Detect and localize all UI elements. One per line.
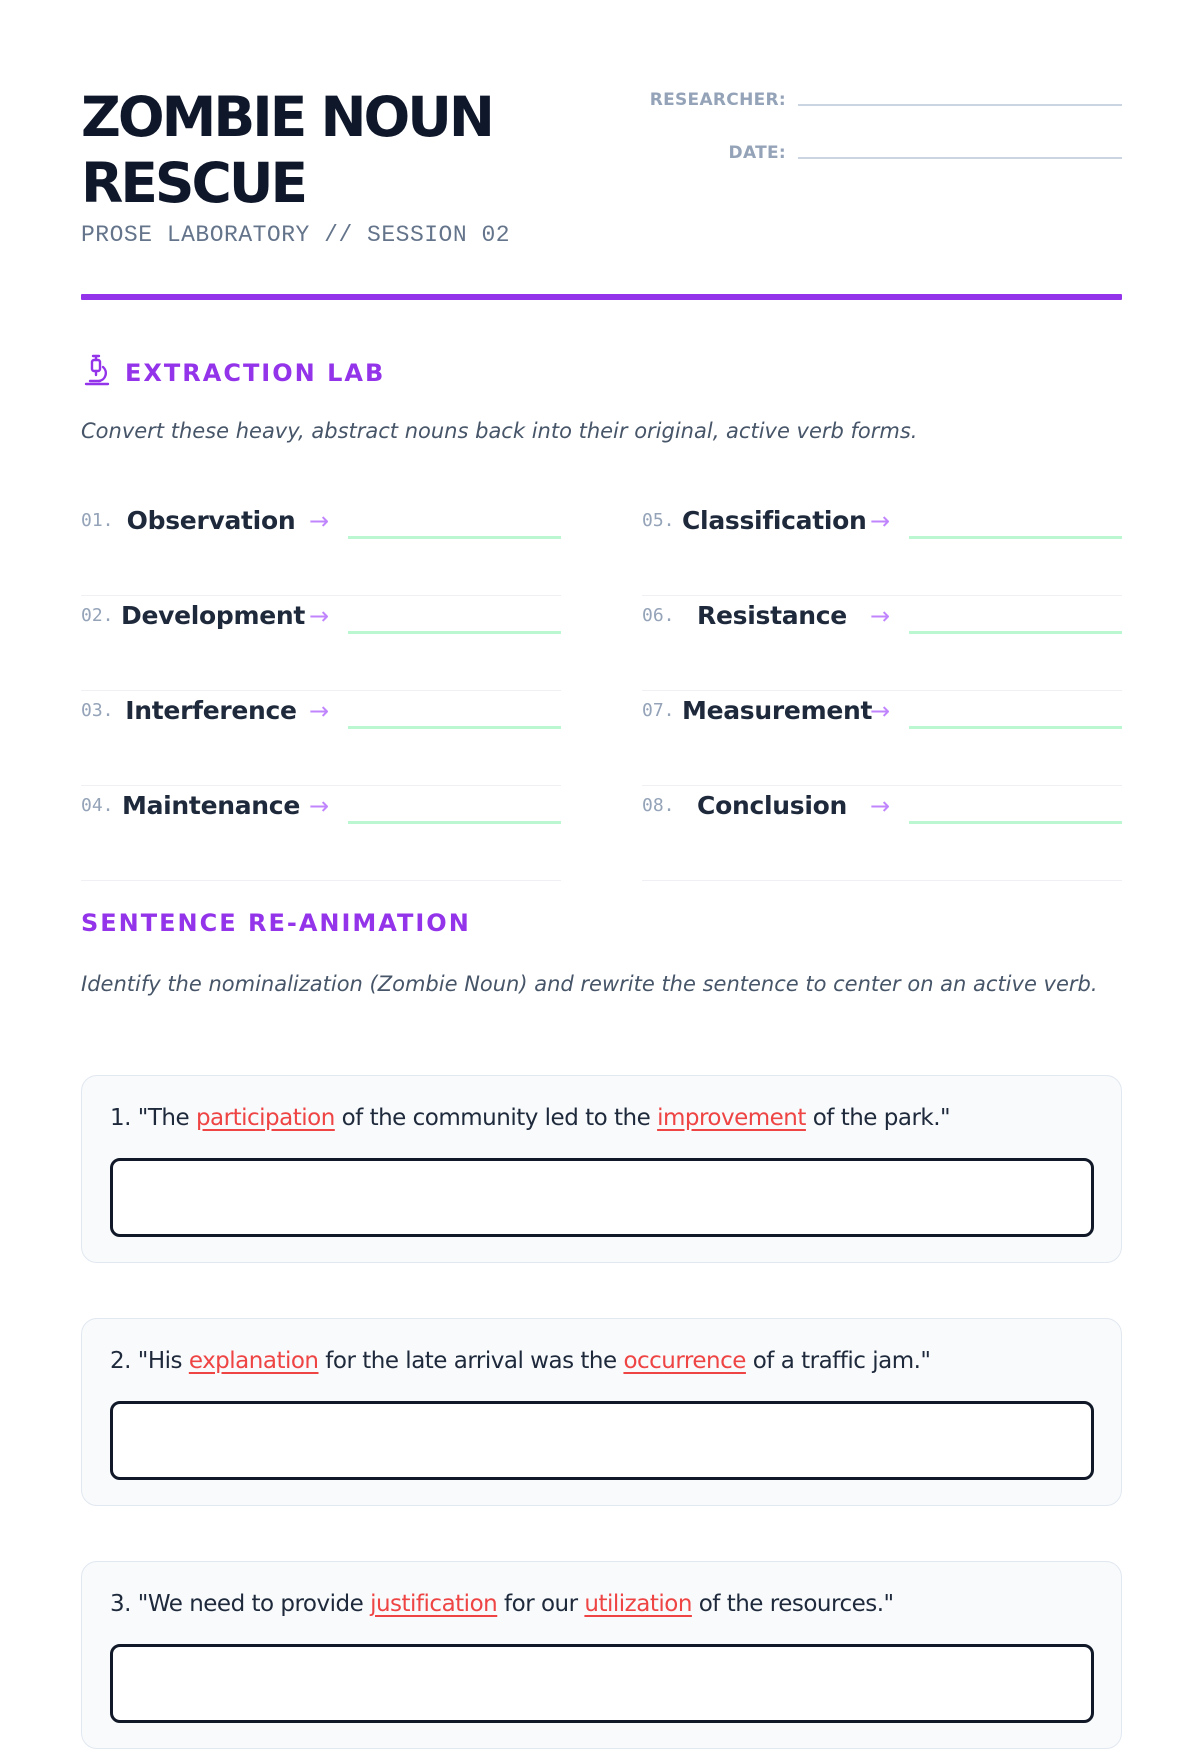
noun-number: 04. bbox=[81, 795, 114, 816]
zombie-noun: utilization bbox=[584, 1591, 692, 1617]
noun-word: Conclusion bbox=[697, 791, 847, 820]
date-row bbox=[621, 138, 1122, 168]
zombie-noun: explanation bbox=[188, 1348, 319, 1374]
extraction-heading bbox=[81, 353, 385, 393]
verb-answer-field[interactable] bbox=[909, 536, 1122, 539]
noun-item bbox=[81, 501, 561, 596]
noun-item bbox=[642, 691, 1122, 786]
noun-word: Measurement bbox=[682, 696, 873, 725]
extraction-instructions: Convert these heavy, abstract nouns back into their original, active verb forms. bbox=[81, 419, 918, 443]
page-subtitle: PROSE LABORATORY // SESSION 02 bbox=[81, 222, 511, 248]
verb-answer-field[interactable] bbox=[348, 631, 561, 634]
noun-item bbox=[81, 786, 561, 881]
arrow-right-icon: → bbox=[870, 507, 891, 535]
arrow-right-icon: → bbox=[309, 697, 330, 725]
reanimation-instructions: Identify the nominalization (Zombie Noun) and rewrite the sentence to center on an active verb. bbox=[81, 972, 1098, 996]
noun-word: Maintenance bbox=[122, 791, 300, 820]
sentence-card bbox=[81, 1561, 1122, 1749]
date-label: DATE: bbox=[728, 143, 786, 163]
arrow-right-icon: → bbox=[870, 697, 891, 725]
date-field[interactable] bbox=[798, 155, 1122, 159]
verb-answer-field[interactable] bbox=[348, 821, 561, 824]
arrow-right-icon: → bbox=[309, 602, 330, 630]
noun-number: 03. bbox=[81, 700, 114, 721]
zombie-noun: justification bbox=[370, 1591, 498, 1617]
page-title: ZOMBIE NOUN RESCUE bbox=[81, 85, 492, 215]
noun-number: 07. bbox=[642, 700, 675, 721]
zombie-noun: improvement bbox=[657, 1105, 806, 1131]
researcher-label: RESEARCHER: bbox=[649, 90, 786, 110]
header-divider bbox=[81, 294, 1122, 300]
noun-item bbox=[642, 596, 1122, 691]
sentence-fragment: of a traffic jam." bbox=[745, 1348, 931, 1374]
arrow-right-icon: → bbox=[309, 792, 330, 820]
extraction-heading-text: EXTRACTION LAB bbox=[125, 359, 386, 387]
noun-number: 02. bbox=[81, 605, 114, 626]
noun-word: Classification bbox=[682, 506, 867, 535]
noun-word: Development bbox=[121, 601, 306, 630]
sentence-text bbox=[110, 1344, 931, 1378]
noun-word: Observation bbox=[126, 506, 296, 535]
reanimation-heading-text: SENTENCE RE-ANIMATION bbox=[81, 909, 471, 937]
sentence-text bbox=[110, 1587, 894, 1621]
verb-answer-field[interactable] bbox=[348, 536, 561, 539]
verb-answer-field[interactable] bbox=[909, 631, 1122, 634]
noun-number: 01. bbox=[81, 510, 114, 531]
sentence-fragment: 3. "We need to provide bbox=[110, 1591, 371, 1617]
zombie-noun: participation bbox=[195, 1105, 335, 1131]
zombie-noun: occurrence bbox=[623, 1348, 746, 1374]
verb-answer-field[interactable] bbox=[348, 726, 561, 729]
verb-answer-field[interactable] bbox=[909, 821, 1122, 824]
noun-item bbox=[642, 786, 1122, 881]
arrow-right-icon: → bbox=[870, 792, 891, 820]
sentence-fragment: of the resources." bbox=[691, 1591, 894, 1617]
noun-word: Interference bbox=[125, 696, 297, 725]
sentence-card bbox=[81, 1318, 1122, 1506]
noun-item bbox=[642, 501, 1122, 596]
rewrite-input[interactable] bbox=[110, 1401, 1094, 1480]
arrow-right-icon: → bbox=[870, 602, 891, 630]
microscope-icon bbox=[81, 353, 125, 393]
noun-number: 08. bbox=[642, 795, 675, 816]
researcher-row bbox=[621, 85, 1122, 115]
sentence-text bbox=[110, 1101, 950, 1135]
sentence-card bbox=[81, 1075, 1122, 1263]
rewrite-input[interactable] bbox=[110, 1644, 1094, 1723]
sentence-fragment: of the park." bbox=[805, 1105, 951, 1131]
noun-word: Resistance bbox=[697, 601, 847, 630]
researcher-field[interactable] bbox=[798, 102, 1122, 106]
arrow-right-icon: → bbox=[309, 507, 330, 535]
noun-number: 05. bbox=[642, 510, 675, 531]
rewrite-input[interactable] bbox=[110, 1158, 1094, 1237]
sentence-fragment: of the community led to the bbox=[334, 1105, 658, 1131]
verb-answer-field[interactable] bbox=[909, 726, 1122, 729]
noun-number: 06. bbox=[642, 605, 675, 626]
noun-item bbox=[81, 691, 561, 786]
sentence-fragment: for our bbox=[497, 1591, 585, 1617]
reanimation-heading bbox=[81, 909, 471, 937]
sentence-fragment: 2. "His bbox=[110, 1348, 189, 1374]
sentence-fragment: for the late arrival was the bbox=[318, 1348, 624, 1374]
sentence-fragment: 1. "The bbox=[110, 1105, 196, 1131]
noun-item bbox=[81, 596, 561, 691]
